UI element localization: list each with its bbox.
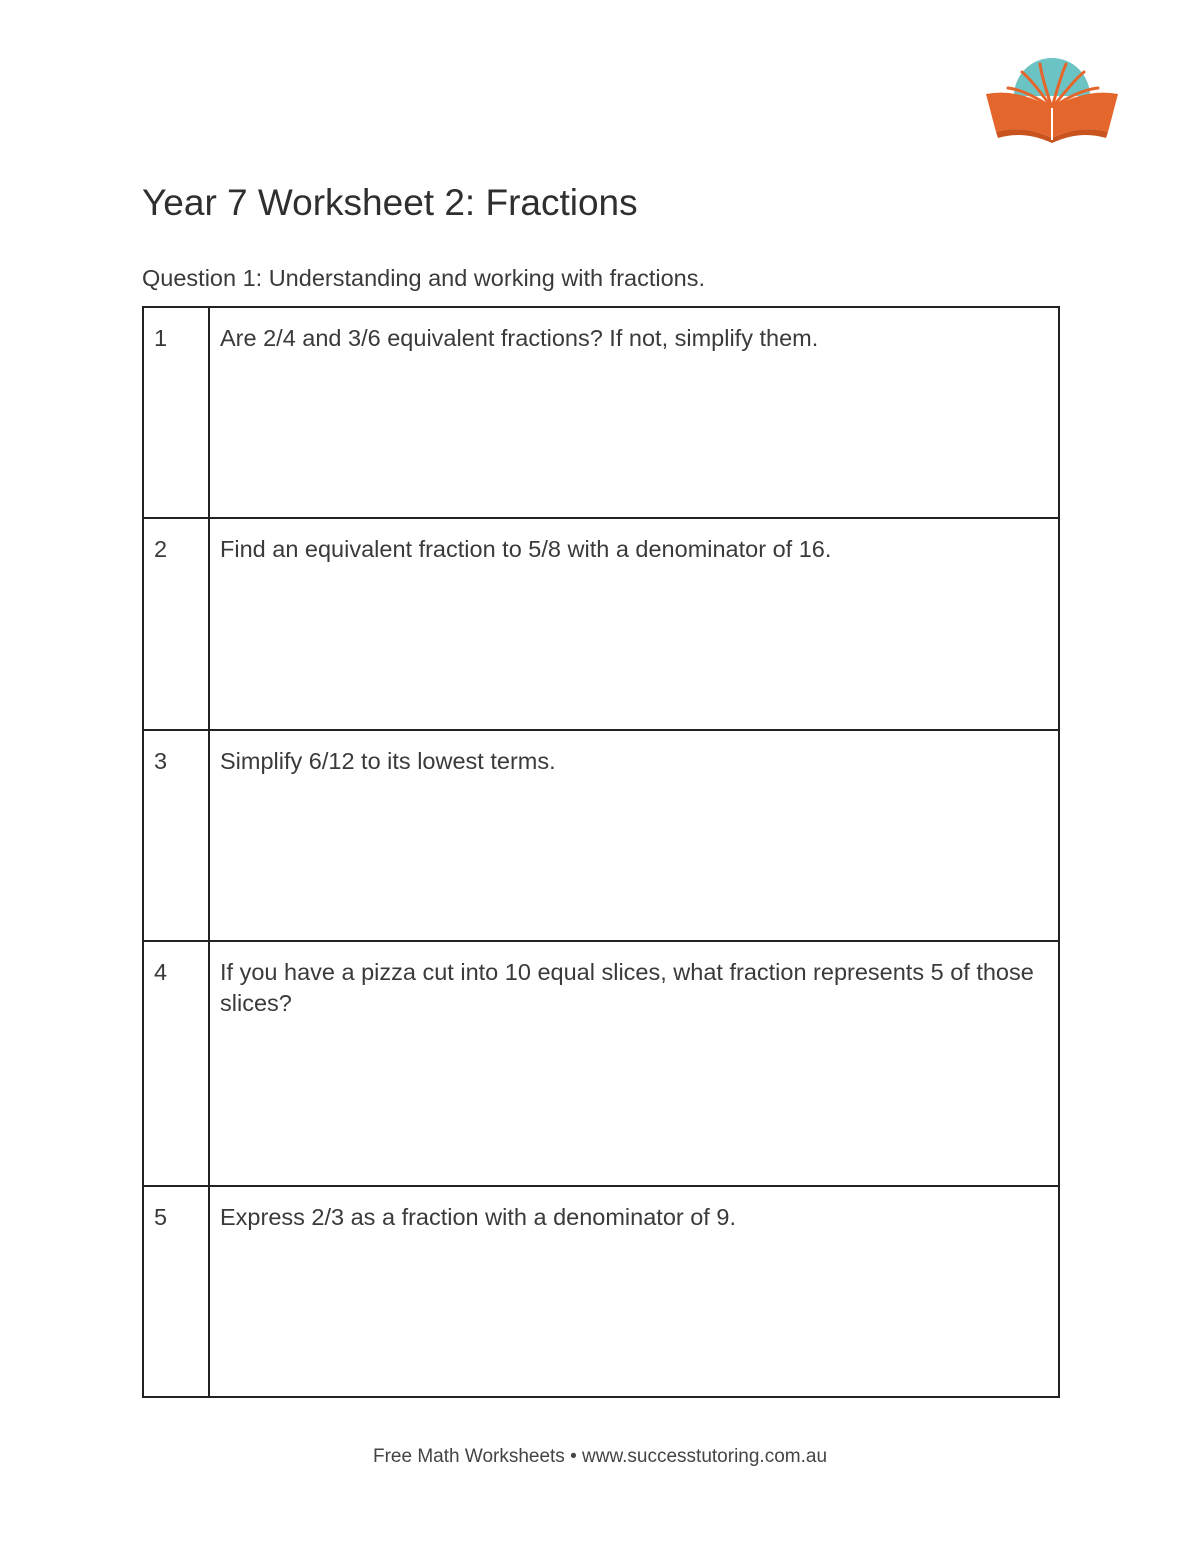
table-row: [143, 1186, 1059, 1397]
question-text: Find an equivalent fraction to 5/8 with a denominator of 16.: [209, 518, 1059, 730]
page-title: Year 7 Worksheet 2: Fractions: [142, 182, 638, 223]
questions-table: [142, 306, 1060, 1398]
question-number: 2: [143, 518, 209, 730]
section-heading: Question 1: Understanding and working with fractions.: [142, 265, 706, 291]
question-text: If you have a pizza cut into 10 equal slices, what fraction represents 5 of those slices?: [209, 941, 1059, 1186]
question-number: 1: [143, 307, 209, 518]
question-text: Express 2/3 as a fraction with a denominator of 9.: [209, 1186, 1059, 1397]
question-text: Are 2/4 and 3/6 equivalent fractions? If not, simplify them.: [209, 307, 1059, 518]
table-row: [143, 518, 1059, 730]
open-book-sunrise-icon: [982, 50, 1122, 144]
table-row: [143, 307, 1059, 518]
question-text: Simplify 6/12 to its lowest terms.: [209, 730, 1059, 941]
table-row: [143, 941, 1059, 1186]
question-number: 3: [143, 730, 209, 941]
question-number: 5: [143, 1186, 209, 1397]
table-row: [143, 730, 1059, 941]
question-number: 4: [143, 941, 209, 1186]
page-footer: Free Math Worksheets • www.successtutoring.com.au: [372, 1446, 828, 1467]
